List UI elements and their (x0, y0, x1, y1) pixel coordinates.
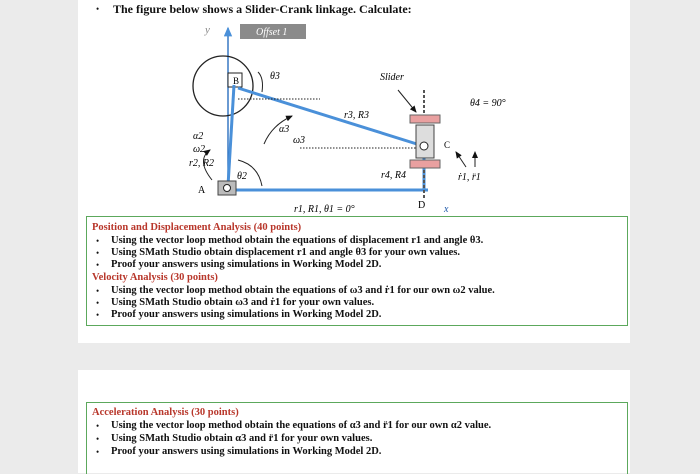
offset-label: Offset 1 (256, 27, 288, 38)
theta2-label: θ2 (237, 171, 247, 182)
alpha3-label: α3 (279, 124, 290, 135)
r3-label: r3, R3 (344, 110, 369, 121)
acceleration-item-1: Using the vector loop method obtain the equations of α3 and r̈1 for our own α2 value. (111, 420, 492, 431)
y-axis-label: y (205, 24, 210, 36)
acceleration-heading: Acceleration Analysis (30 points) (92, 407, 239, 418)
intro-text: The figure below shows a Slider-Crank linkage. Calculate: (113, 2, 412, 16)
point-d-label: D (418, 200, 426, 211)
r2-vector (228, 85, 234, 186)
r1-label: r1, R1, θ1 = 0° (294, 204, 355, 215)
bullet-dot: • (96, 4, 100, 14)
joint-c (420, 142, 428, 150)
slider-pad-bottom (410, 160, 440, 168)
slider-label: Slider (380, 72, 404, 83)
r4-label: r4, R4 (381, 170, 406, 181)
position-item-2: Using SMath Studio obtain displacement r1 and angle θ3 for your own values. (111, 247, 461, 258)
point-c-label: C (444, 140, 451, 150)
position-item-1: Using the vector loop method obtain the equations of displacement r1 and angle θ3. (111, 235, 484, 246)
alpha2-label: α2 (193, 131, 204, 142)
velocity-item-1: Using the vector loop method obtain the equations of ω3 and ṙ1 for our own ω2 value. (111, 285, 495, 296)
omega2-label: ω2 (193, 144, 206, 155)
theta3-label: θ3 (270, 71, 280, 82)
velocity-heading: Velocity Analysis (30 points) (92, 272, 218, 283)
point-b-label: B (233, 76, 240, 86)
acceleration-item-3: Proof your answers using simulations in Working Model 2D. (111, 446, 382, 457)
velocity-item-2: Using SMath Studio obtain ω3 and ṙ1 for your own values. (111, 297, 375, 308)
x-axis-label: x (444, 204, 449, 215)
omega3-label: ω3 (293, 135, 306, 146)
r1-dots-label: ṙ1, r̈1 (458, 172, 481, 183)
position-heading: Position and Displacement Analysis (40 points) (92, 222, 302, 233)
velocity-item-3: Proof your answers using simulations in Working Model 2D. (111, 309, 382, 320)
r3-vector (238, 88, 420, 145)
acceleration-item-2: Using SMath Studio obtain α3 and r̈1 for your own values. (111, 433, 373, 444)
crank-path-circle (193, 56, 253, 116)
point-a-label: A (198, 185, 206, 196)
slider-pointer (398, 90, 416, 112)
slider-block (416, 125, 434, 158)
r2-label: r2, R2 (189, 158, 214, 169)
slider-pad-top (410, 115, 440, 123)
theta3-arc (258, 72, 263, 92)
theta4-label: θ4 = 90° (470, 98, 506, 109)
position-item-3: Proof your answers using simulations in Working Model 2D. (111, 259, 382, 270)
